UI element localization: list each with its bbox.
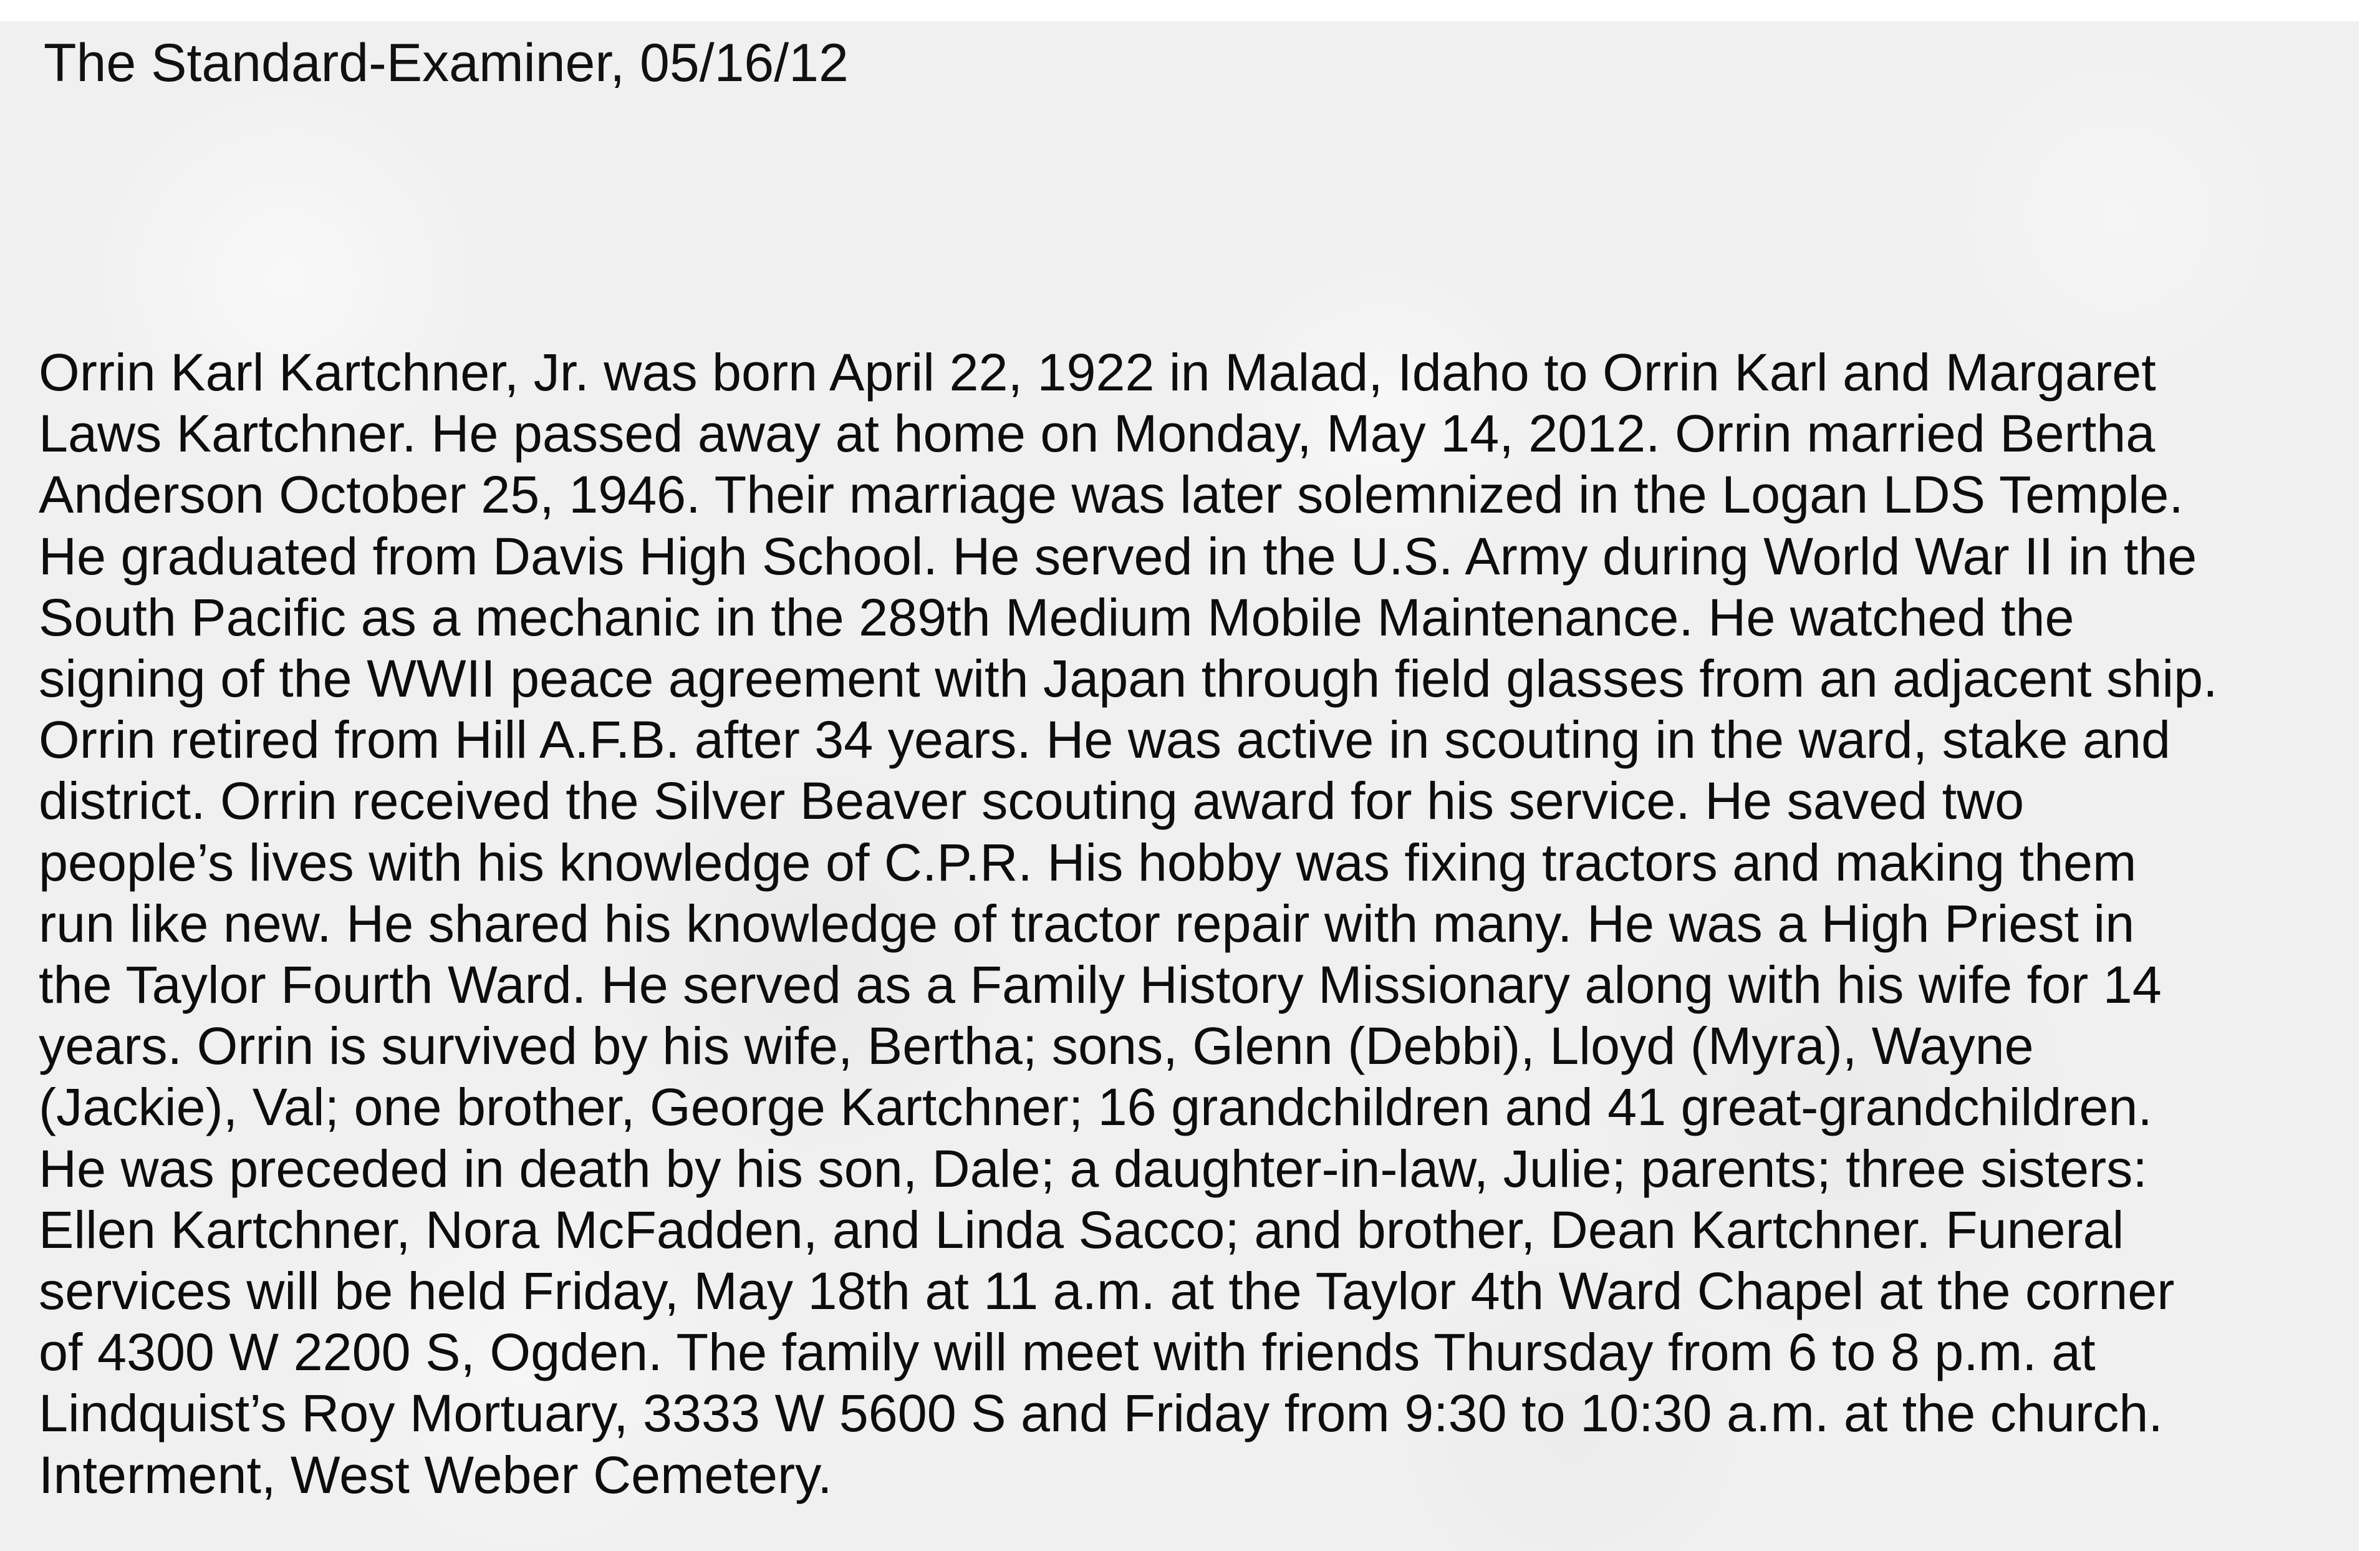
- text-line: Lindquist’s Roy Mortuary, 3333 W 5600 S and Friday from 9:30 to 10:30 a.m. at the church.: [39, 1384, 2163, 1443]
- newspaper-citation: The Standard-Examiner, 05/16/12: [44, 33, 849, 93]
- text-line: Ellen Kartchner, Nora McFadden, and Linda Sacco; and brother, Dean Kartchner. Funeral: [39, 1200, 2124, 1259]
- scan-border-right: [2359, 0, 2380, 1551]
- text-line: people’s lives with his knowledge of C.P.R. His hobby was fixing tractors and making them: [39, 833, 2137, 892]
- text-line: Orrin Karl Kartchner, Jr. was born April 22, 1922 in Malad, Idaho to Orrin Karl and Margaret: [39, 343, 2156, 402]
- text-line: services will be held Friday, May 18th at 11 a.m. at the Taylor 4th Ward Chapel at the corner: [39, 1262, 2175, 1321]
- text-line: the Taylor Fourth Ward. He served as a Family History Missionary along with his wife for 14: [39, 955, 2162, 1015]
- text-line: of 4300 W 2200 S, Ogden. The family will meet with friends Thursday from 6 to 8 p.m. at: [39, 1323, 2096, 1382]
- text-line: Orrin retired from Hill A.F.B. after 34 years. He was active in scouting in the ward, stake and: [39, 710, 2170, 770]
- text-line: (Jackie), Val; one brother, George Kartchner; 16 grandchildren and 41 great-grandchildren.: [39, 1078, 2152, 1137]
- text-line: South Pacific as a mechanic in the 289th Medium Mobile Maintenance. He watched the: [39, 587, 2074, 647]
- text-line: Interment, West Weber Cemetery.: [39, 1445, 832, 1504]
- text-line: Laws Kartchner. He passed away at home on Monday, May 14, 2012. Orrin married Bertha: [39, 404, 2156, 463]
- text-line: He graduated from Davis High School. He served in the U.S. Army during World War II in the: [39, 526, 2197, 586]
- text-line: district. Orrin received the Silver Beaver scouting award for his service. He saved two: [39, 771, 2025, 831]
- obituary-text: [39, 342, 2358, 1505]
- scan-border-top: [0, 0, 2380, 21]
- text-line: run like new. He shared his knowledge of tractor repair with many. He was a High Priest in: [39, 894, 2135, 953]
- text-line: He was preceded in death by his son, Dale; a daughter-in-law, Julie; parents; three sisters:: [39, 1139, 2147, 1198]
- text-line: years. Orrin is survived by his wife, Bertha; sons, Glenn (Debbi), Lloyd (Myra), Wayne: [39, 1017, 2034, 1076]
- text-line: signing of the WWII peace agreement with Japan through field glasses from an adjacent ship.: [39, 649, 2218, 708]
- text-line: Anderson October 25, 1946. Their marriage was later solemnized in the Logan LDS Temple.: [39, 465, 2184, 524]
